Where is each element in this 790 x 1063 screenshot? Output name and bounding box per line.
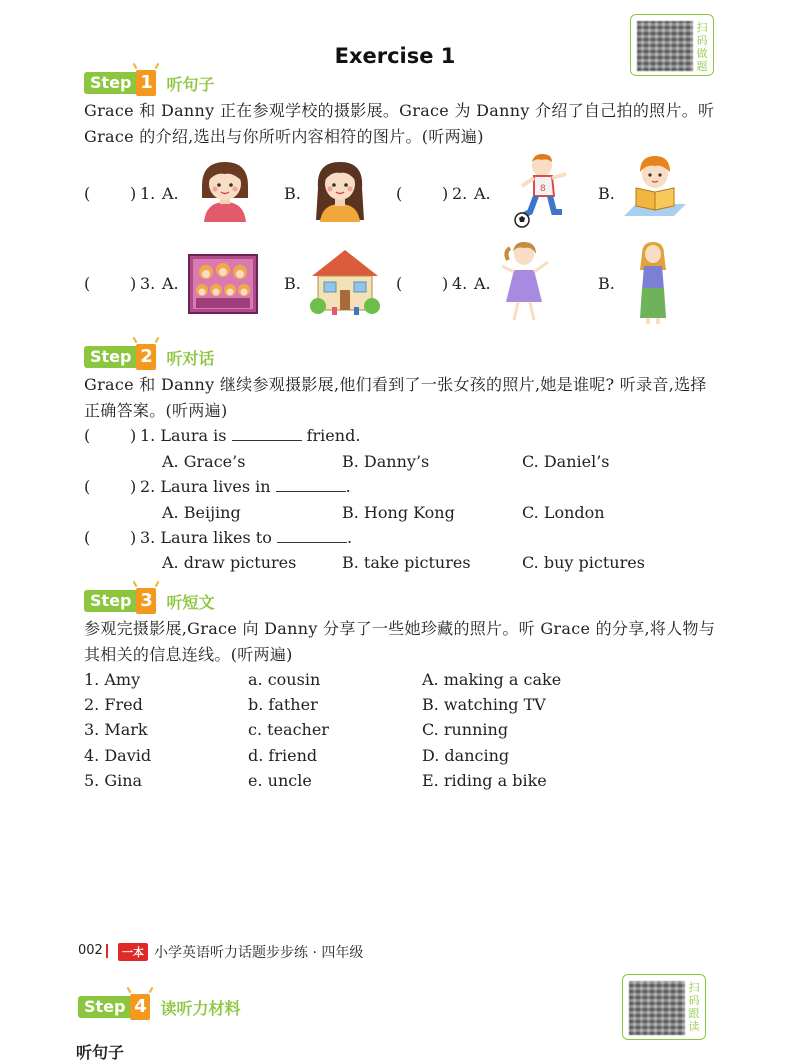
question-stem: [140, 477, 351, 496]
question-number: 1.: [140, 184, 156, 203]
fill-blank[interactable]: [277, 529, 347, 543]
book-title: 小学英语听力话题步步练 · 四年级: [154, 945, 364, 961]
boy-reading-book-picture: [622, 154, 688, 222]
step-badge: Step: [84, 72, 136, 94]
answer-paren-open: (: [84, 477, 91, 496]
option-b: B. take pictures: [342, 553, 471, 572]
person-item: 2. Fred: [84, 695, 143, 714]
activity-item: E. riding a bike: [422, 771, 547, 790]
relation-item: a. cousin: [248, 670, 321, 689]
svg-text:8: 8: [540, 184, 546, 194]
footer-divider: [106, 944, 108, 958]
next-section-label: 听句子: [76, 1043, 125, 1062]
stem-text: 3. Laura likes to: [140, 528, 272, 547]
family-photo-picture: [188, 254, 258, 314]
fill-blank[interactable]: [232, 427, 302, 441]
qr-code-icon: [637, 21, 693, 71]
qr-label: 扫码跟读: [688, 981, 700, 1033]
girl-long-hair-picture: [312, 158, 368, 224]
page-title: Exercise 1: [334, 44, 456, 68]
option-b-label: B.: [284, 274, 301, 293]
step-number: 3: [136, 588, 156, 614]
person-item: 1. Amy: [84, 670, 141, 689]
step1-intro: Grace 和 Danny 正在参观学校的摄影展。Grace 为 Danny 介绍了自己拍的照片。听 Grace 的介绍,选出与你所听内容相符的图片。(听两遍): [84, 101, 715, 146]
answer-paren-close: ): [130, 477, 137, 496]
step2-header: [84, 344, 215, 370]
option-b-label: B.: [598, 184, 615, 203]
question-stem: [140, 426, 360, 445]
answer-paren-open: (: [84, 274, 91, 293]
answer-paren-close: ): [130, 184, 137, 203]
option-a-label: A.: [162, 184, 179, 203]
question-number: 4.: [452, 274, 468, 293]
person-item: 5. Gina: [84, 771, 143, 790]
option-b: B. Danny’s: [342, 452, 430, 471]
option-a: A. Grace’s: [162, 452, 246, 471]
qr-code-icon: [629, 981, 685, 1035]
step-number: 1: [136, 70, 156, 96]
option-b-label: B.: [598, 274, 615, 293]
activity-item: A. making a cake: [422, 670, 562, 689]
option-c: C. buy pictures: [522, 553, 645, 572]
relation-item: e. uncle: [248, 771, 312, 790]
step-heading: 听短文: [166, 592, 215, 612]
answer-paren-close: ): [442, 184, 449, 203]
step-number: 2: [136, 344, 156, 370]
option-a-label: A.: [474, 184, 491, 203]
person-item: 4. David: [84, 746, 152, 765]
person-item: 3. Mark: [84, 720, 148, 739]
stem-text: .: [345, 477, 351, 496]
relation-item: b. father: [248, 695, 318, 714]
step2-intro: Grace 和 Danny 继续参观摄影展,他们看到了一张女孩的照片,她是谁呢? 听录音,选择正确答案。(听两遍): [84, 375, 707, 420]
answer-paren-open: (: [84, 426, 91, 445]
girl-short-hair-picture: [198, 158, 252, 224]
question-number: 2.: [452, 184, 468, 203]
qr-label: 扫码做题: [696, 21, 708, 73]
step3-header: [84, 588, 215, 614]
option-a: A. Beijing: [162, 503, 241, 522]
stem-text: 2. Laura lives in: [140, 477, 271, 496]
girl-dancing-picture: [500, 240, 552, 326]
fill-blank[interactable]: [276, 478, 346, 492]
publisher-logo: 一本: [118, 943, 148, 961]
step4-header: [78, 994, 241, 1020]
answer-paren-open: (: [396, 274, 403, 293]
stem-text: 1. Laura is: [140, 426, 227, 445]
stem-text: .: [346, 528, 353, 547]
option-c: C. Daniel’s: [522, 452, 610, 471]
step3-intro: 参观完摄影展,Grace 向 Danny 分享了一些她珍藏的照片。听 Grace 的分享,将人物与其相关的信息连线。(听两遍): [84, 619, 716, 664]
option-a-label: A.: [162, 274, 179, 293]
relation-item: d. friend: [248, 746, 318, 765]
answer-paren-close: ): [442, 274, 449, 293]
step-heading: 读听力材料: [160, 998, 241, 1018]
question-stem: [140, 528, 352, 547]
activity-item: B. watching TV: [422, 695, 546, 714]
option-b: B. Hong Kong: [342, 503, 455, 522]
option-a: A. draw pictures: [162, 553, 297, 572]
answer-paren-open: (: [84, 184, 91, 203]
step-badge: Step: [84, 590, 136, 612]
step-heading: 听句子: [166, 74, 215, 94]
page-number: 002: [78, 943, 103, 958]
girl-standing-picture: [636, 240, 670, 326]
answer-paren-open: (: [396, 184, 403, 203]
step-number: 4: [130, 994, 150, 1020]
activity-item: D. dancing: [422, 746, 510, 765]
step-badge: Step: [84, 346, 136, 368]
qr-code-bottom[interactable]: [622, 974, 706, 1040]
qr-code-top[interactable]: [630, 14, 714, 76]
option-c: C. London: [522, 503, 605, 522]
question-number: 3.: [140, 274, 156, 293]
house-picture: [308, 246, 382, 316]
boy-playing-football-picture: [512, 152, 576, 230]
option-a-label: A.: [474, 274, 491, 293]
answer-paren-close: ): [130, 274, 137, 293]
step1-header: [84, 70, 215, 96]
stem-text: friend.: [306, 426, 361, 445]
activity-item: C. running: [422, 720, 509, 739]
answer-paren-close: ): [130, 426, 137, 445]
relation-item: c. teacher: [248, 720, 329, 739]
answer-paren-close: ): [130, 528, 137, 547]
step-heading: 听对话: [166, 348, 215, 368]
answer-paren-open: (: [84, 528, 91, 547]
step-badge: Step: [78, 996, 130, 1018]
option-b-label: B.: [284, 184, 301, 203]
